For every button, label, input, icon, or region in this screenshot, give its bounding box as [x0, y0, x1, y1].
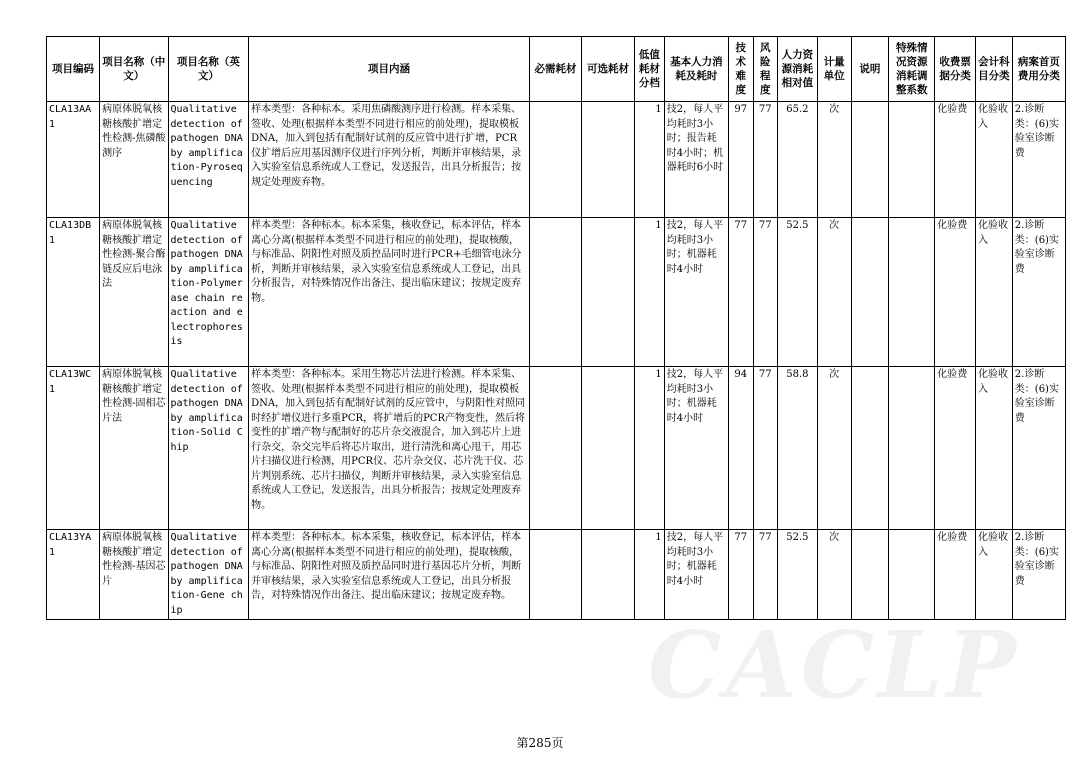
cell-code: CLA13WC1: [47, 367, 100, 530]
cell-unit: 次: [817, 530, 851, 620]
header-special: 特殊情况资源消耗调整系数: [889, 37, 935, 102]
cell-fee-class: 化验费: [935, 530, 976, 620]
header-resource: 人力资源消耗相对值: [778, 37, 818, 102]
cell-tech: 77: [729, 218, 754, 367]
cell-required: [529, 367, 581, 530]
cell-special: [889, 367, 935, 530]
cell-resource: 52.5: [778, 530, 818, 620]
cell-code: CLA13AA1: [47, 102, 100, 218]
table-row: [47, 367, 1066, 530]
cell-unit: 次: [817, 102, 851, 218]
header-row: [47, 37, 1066, 102]
header-required: 必需耗材: [529, 37, 581, 102]
header-name-en: 项目名称（英文）: [168, 37, 249, 102]
cell-labor: 技2，每人平均耗时3小时；报告耗时4小时；机器耗时6小时: [664, 102, 728, 218]
cell-name-cn: 病原体脱氧核糖核酸扩增定性检测-焦磷酸测序: [100, 102, 168, 218]
cell-account: 化验收入: [976, 530, 1013, 620]
cell-record: 2.诊断类：(6)实验室诊断费: [1012, 367, 1065, 530]
cell-content: 样本类型：各种标本。采用焦磷酸测序进行检测。样本采集、签收、处理(根据样本类型不同进行相应的前处理)，提取模板DNA，加入到包括有配制好试剂的反应管中进行扩增，PCR仪扩增后应用基因测序仪进行序列分析，判断并审核结果，录入实验室信息系统或人工登记，发送报告，出具分析报告；按规定处理废弃物。: [249, 102, 530, 218]
header-code: 项目编码: [47, 37, 100, 102]
cell-special: [889, 218, 935, 367]
cell-fee-class: 化验费: [935, 102, 976, 218]
cell-low-value: 1: [635, 530, 665, 620]
cell-labor: 技2，每人平均耗时3小时；机器耗时4小时: [664, 367, 728, 530]
cell-resource: 65.2: [778, 102, 818, 218]
cell-code: CLA13DB1: [47, 218, 100, 367]
cell-note: [851, 367, 889, 530]
cell-record: 2.诊断类：(6)实验室诊断费: [1012, 530, 1065, 620]
page-number: 第285页: [516, 736, 564, 750]
cell-special: [889, 102, 935, 218]
cell-content: 样本类型：各种标本。采用生物芯片法进行检测。样本采集、签收、处理(根据样本类型不同进行相应的前处理)，提取模板DNA，加入到包括有配制好试剂的反应管中，与阴阳性对照同时经扩增仪进行多重PCR，将扩增后的PCR产物变性，然后将变性的扩增产物与配制好的芯片杂交液混合，加入到芯片上进行杂交，杂交完毕后将芯片取出，进行清洗和离心甩干，用芯片扫描仪进行检测，用PCR仪、芯片杂交仪、芯片洗干仪、芯片判别系统、芯片扫描仪，判断并审核结果，录入实验室信息系统或人工登记，发送报告，出具分析报告；按规定处理废弃物。: [249, 367, 530, 530]
cell-account: 化验收入: [976, 218, 1013, 367]
cell-note: [851, 102, 889, 218]
cell-tech: 97: [729, 102, 754, 218]
header-low-value: 低值耗材分档: [635, 37, 665, 102]
cell-account: 化验收入: [976, 367, 1013, 530]
header-record: 病案首页费用分类: [1012, 37, 1065, 102]
cell-fee-class: 化验费: [935, 367, 976, 530]
cell-optional: [582, 218, 635, 367]
cell-low-value: 1: [635, 367, 665, 530]
cell-required: [529, 218, 581, 367]
cell-name-en: Qualitative detection of pathogen DNA by amplification-Gene chip: [168, 530, 249, 620]
cell-code: CLA13YA1: [47, 530, 100, 620]
cell-risk: 77: [753, 367, 778, 530]
header-tech: 技术难度: [729, 37, 754, 102]
cell-record: 2.诊断类：(6)实验室诊断费: [1012, 218, 1065, 367]
cell-name-en: Qualitative detection of pathogen DNA by amplification-Pyrosequencing: [168, 102, 249, 218]
cell-required: [529, 102, 581, 218]
cell-name-en: Qualitative detection of pathogen DNA by amplification-Solid Chip: [168, 367, 249, 530]
cell-risk: 77: [753, 218, 778, 367]
cell-special: [889, 530, 935, 620]
cell-optional: [582, 367, 635, 530]
cell-tech: 94: [729, 367, 754, 530]
header-content: 项目内涵: [249, 37, 530, 102]
header-name-cn: 项目名称（中文）: [100, 37, 168, 102]
header-note: 说明: [851, 37, 889, 102]
header-labor: 基本人力消耗及耗时: [664, 37, 728, 102]
watermark-logo: CACLP: [648, 611, 1020, 719]
cell-optional: [582, 102, 635, 218]
table-row: [47, 530, 1066, 620]
cell-account: 化验收入: [976, 102, 1013, 218]
cell-low-value: 1: [635, 102, 665, 218]
cell-record: 2.诊断类：(6)实验室诊断费: [1012, 102, 1065, 218]
cell-risk: 77: [753, 530, 778, 620]
cell-labor: 技2，每人平均耗时3小时；机器耗时4小时: [664, 530, 728, 620]
cell-unit: 次: [817, 218, 851, 367]
header-unit: 计量单位: [817, 37, 851, 102]
header-optional: 可选耗材: [582, 37, 635, 102]
fee-item-table: [46, 36, 1066, 620]
cell-fee-class: 化验费: [935, 218, 976, 367]
table-row: [47, 218, 1066, 367]
header-fee-class: 收费票据分类: [935, 37, 976, 102]
cell-content: 样本类型：各种标本。标本采集，核收登记，标本评估，样本离心分离(根据样本类型不同进行相应的前处理)，提取核酸，与标准品、阴阳性对照及质控品同时进行PCR+毛细管电泳分析，判断并审核结果，录入实验室信息系统或人工登记，出具分析报告，对特殊情况作出备注、提出临床建议；按规定废弃物。: [249, 218, 530, 367]
cell-content: 样本类型：各种标本。标本采集，核收登记，标本评估，样本离心分离(根据样本类型不同进行相应的前处理)，提取核酸，与标准品、阴阳性对照及质控品同时进行基因芯片分析，判断并审核结果，录入实验室信息系统或人工登记，出具分析报告，对特殊情况作出备注、提出临床建议；按规定废弃物。: [249, 530, 530, 620]
cell-note: [851, 530, 889, 620]
cell-labor: 技2，每人平均耗时3小时；机器耗时4小时: [664, 218, 728, 367]
header-risk: 风险程度: [753, 37, 778, 102]
header-account: 会计科目分类: [976, 37, 1013, 102]
cell-resource: 58.8: [778, 367, 818, 530]
cell-name-en: Qualitative detection of pathogen DNA by amplification-Polymerase chain reaction and electrophoresis: [168, 218, 249, 367]
cell-note: [851, 218, 889, 367]
table-row: [47, 102, 1066, 218]
cell-optional: [582, 530, 635, 620]
cell-name-cn: 病原体脱氧核糖核酸扩增定性检测-聚合酶链反应后电泳法: [100, 218, 168, 367]
cell-required: [529, 530, 581, 620]
cell-tech: 77: [729, 530, 754, 620]
cell-name-cn: 病原体脱氧核糖核酸扩增定性检测-基因芯片: [100, 530, 168, 620]
cell-low-value: 1: [635, 218, 665, 367]
cell-risk: 77: [753, 102, 778, 218]
cell-name-cn: 病原体脱氧核糖核酸扩增定性检测-固相芯片法: [100, 367, 168, 530]
cell-unit: 次: [817, 367, 851, 530]
cell-resource: 52.5: [778, 218, 818, 367]
